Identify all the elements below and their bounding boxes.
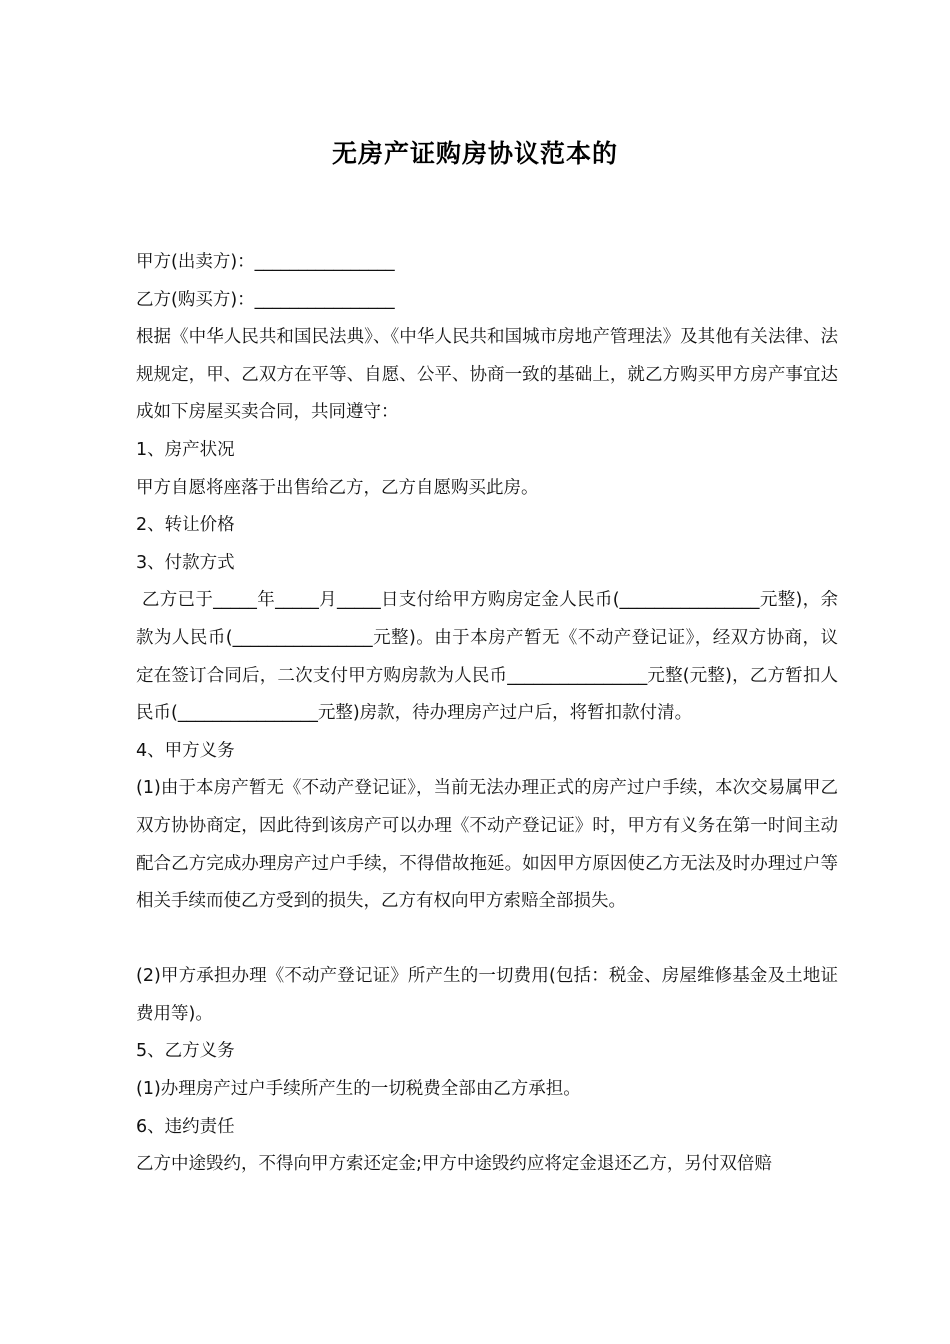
section-3-heading: 3、付款方式: [136, 552, 235, 573]
section-2-heading: 2、转让价格: [136, 515, 235, 536]
section-4-item-2: (2)甲方承担办理《不动产登记证》所产生的一切费用(包括：税金、房屋维修基金及土地证费用等)。: [136, 966, 838, 1024]
preamble-paragraph: 根据《中华人民共和国民法典》、《中华人民共和国城市房地产管理法》及其他有关法律、法规规定，甲、乙双方在平等、自愿、公平、协商一致的基础上，就乙方购买甲方房产事宜达成如下房屋买卖合同，共同遵守：: [136, 327, 838, 423]
party-a-line: 甲方(出卖方)：________________: [136, 252, 395, 272]
document-title: 无房产证购房协议范本的: [331, 139, 618, 168]
section-5-heading: 5、乙方义务: [136, 1041, 235, 1062]
section-1-heading: 1、房产状况: [136, 439, 235, 460]
section-3-text: 乙方已于_____年_____月_____日支付给甲方购房定金人民币(________________元整)，余款为人民币(________________元整)。由于本房产暂无《不动产登记证》，经双方协商，议定在签订合同后，二次支付甲方购房款为人民币________________元整(元整)，乙方暂扣人民币(________________元整)房款，待办理房产过户后，将暂扣款付清。: [136, 590, 838, 724]
document-body: [116, 244, 838, 1184]
section-4-item-1: (1)由于本房产暂无《不动产登记证》，当前无法办理正式的房产过户手续，本次交易属甲乙双方协协商定，因此待到该房产可以办理《不动产登记证》时，甲方有义务在第一时间主动配合乙方完成办理房产过户手续，不得借故拖延。如因甲方原因使乙方无法及时办理过户等相关手续而使乙方受到的损失，乙方有权向甲方索赔全部损失。: [136, 778, 838, 912]
section-4-heading: 4、甲方义务: [136, 740, 235, 761]
paragraph-spacer: [116, 921, 838, 959]
section-5-item-1: (1)办理房产过户手续所产生的一切税费全部由乙方承担。: [136, 1079, 581, 1100]
section-1-text: 甲方自愿将座落于出售给乙方，乙方自愿购买此房。: [136, 477, 539, 498]
party-b-line: 乙方(购买方)：________________: [136, 289, 395, 310]
section-6-heading: 6、违约责任: [136, 1116, 235, 1137]
section-6-text: 乙方中途毁约，不得向甲方索还定金;甲方中途毁约应将定金退还乙方，另付双倍赔: [136, 1154, 772, 1175]
